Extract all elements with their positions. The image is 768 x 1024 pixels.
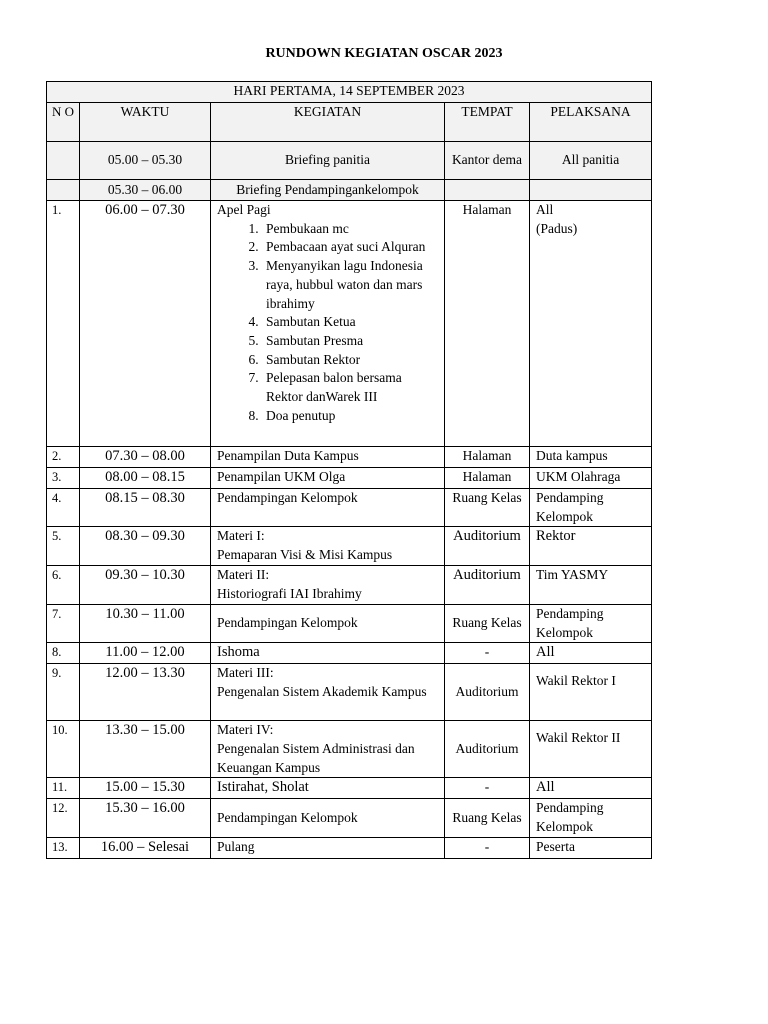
row-pelaksana: Wakil Rektor I (530, 664, 652, 721)
row-no: 11. (47, 778, 80, 799)
row-kegiatan (211, 721, 445, 778)
list-item: 7. Pelepasan balon bersama Rektor danWarek III (262, 369, 438, 406)
row-no: 5. (47, 527, 80, 566)
list-item: 6. Sambutan Rektor (262, 351, 438, 370)
column-header-kegiatan: KEGIATAN (211, 103, 445, 142)
row-pelaksana: UKM Olahraga (530, 468, 652, 489)
list-item: 3. Menyanyikan lagu Indonesia raya, hubbul waton dan mars ibrahimy (262, 257, 438, 313)
row-no: 2. (47, 447, 80, 468)
row-waktu: 07.30 – 08.00 (80, 447, 211, 468)
column-header-waktu: WAKTU (80, 103, 211, 142)
row-no: 3. (47, 468, 80, 489)
row-pelaksana (530, 180, 652, 201)
row-waktu: 11.00 – 12.00 (80, 643, 211, 664)
kegiatan-title: Apel Pagi (217, 202, 271, 217)
list-item: 2. Pembacaan ayat suci Alquran (262, 238, 438, 257)
row-kegiatan: Penampilan UKM Olga (211, 468, 445, 489)
row-tempat: Auditorium (445, 721, 530, 778)
list-item: 5. Sambutan Presma (262, 332, 438, 351)
row-no: 8. (47, 643, 80, 664)
row-kegiatan: Pendampingan Kelompok (211, 799, 445, 837)
table-row (47, 142, 652, 180)
table-row (47, 721, 652, 778)
materi-topic: Historiografi IAI Ibrahimy (217, 586, 362, 602)
row-kegiatan (211, 201, 445, 447)
row-pelaksana: All panitia (530, 142, 652, 180)
materi-label: Materi I: (217, 528, 265, 544)
rundown-table (46, 81, 652, 859)
pelaksana-note: (Padus) (536, 220, 578, 236)
row-kegiatan: Briefing panitia (211, 142, 445, 180)
row-kegiatan (211, 566, 445, 604)
row-waktu: 05.30 – 06.00 (80, 180, 211, 201)
row-waktu: 05.00 – 05.30 (80, 142, 211, 180)
row-tempat: Auditorium (445, 566, 530, 604)
row-pelaksana: Pendamping Kelompok (530, 799, 652, 837)
row-kegiatan: Pulang (211, 837, 445, 858)
row-pelaksana: Pendamping Kelompok (530, 489, 652, 527)
row-waktu: 06.00 – 07.30 (80, 201, 211, 447)
row-pelaksana: All (530, 643, 652, 664)
row-pelaksana: Duta kampus (530, 447, 652, 468)
materi-topic: Pengenalan Sistem Administrasi dan Keuangan Kampus (217, 740, 415, 775)
list-item: 8. Doa penutup (262, 407, 438, 426)
row-waktu: 08.15 – 08.30 (80, 489, 211, 527)
row-tempat: - (445, 643, 530, 664)
row-kegiatan (211, 527, 445, 566)
row-tempat: - (445, 837, 530, 858)
page-title: RUNDOWN KEGIATAN OSCAR 2023 (265, 46, 503, 61)
row-no: 4. (47, 489, 80, 527)
materi-label: Materi II: (217, 567, 270, 583)
row-no: 13. (47, 837, 80, 858)
row-kegiatan: Istirahat, Sholat (211, 778, 445, 799)
materi-topic: Pengenalan Sistem Akademik Kampus (217, 683, 427, 699)
row-pelaksana: Rektor (530, 527, 652, 566)
row-tempat (445, 180, 530, 201)
column-header-tempat: TEMPAT (445, 103, 530, 142)
row-no: 7. (47, 604, 80, 642)
table-row (47, 489, 652, 527)
row-tempat: Auditorium (445, 664, 530, 721)
acara-list (217, 220, 438, 426)
materi-label: Materi III: (217, 665, 274, 681)
row-waktu: 08.00 – 08.15 (80, 468, 211, 489)
row-waktu: 10.30 – 11.00 (80, 604, 211, 642)
row-kegiatan: Pendampingan Kelompok (211, 489, 445, 527)
table-row (47, 527, 652, 566)
row-no (47, 142, 80, 180)
table-row (47, 604, 652, 642)
table-row (47, 799, 652, 837)
row-tempat: - (445, 778, 530, 799)
row-no: 6. (47, 566, 80, 604)
table-row (47, 664, 652, 721)
table-row (47, 447, 652, 468)
row-kegiatan: Pendampingan Kelompok (211, 604, 445, 642)
row-kegiatan (211, 664, 445, 721)
row-tempat: Halaman (445, 201, 530, 447)
row-waktu: 13.30 – 15.00 (80, 721, 211, 778)
table-row (47, 778, 652, 799)
table-row (47, 643, 652, 664)
pelaksana-main: All (536, 202, 554, 217)
row-pelaksana: Tim YASMY (530, 566, 652, 604)
row-pelaksana: Peserta (530, 837, 652, 858)
row-tempat: Ruang Kelas (445, 489, 530, 527)
row-kegiatan: Briefing Pendampingankelompok (211, 180, 445, 201)
row-waktu: 16.00 – Selesai (80, 837, 211, 858)
row-tempat: Ruang Kelas (445, 799, 530, 837)
row-waktu: 08.30 – 09.30 (80, 527, 211, 566)
row-no: 12. (47, 799, 80, 837)
table-row (47, 180, 652, 201)
list-item: 4. Sambutan Ketua (262, 313, 438, 332)
column-header-pelaksana: PELAKSANA (530, 103, 652, 142)
row-pelaksana: Pendamping Kelompok (530, 604, 652, 642)
row-kegiatan: Ishoma (211, 643, 445, 664)
row-no: 9. (47, 664, 80, 721)
row-pelaksana: Wakil Rektor II (530, 721, 652, 778)
materi-topic: Pemaparan Visi & Misi Kampus (217, 547, 393, 563)
day-header: HARI PERTAMA, 14 SEPTEMBER 2023 (47, 82, 652, 103)
materi-label: Materi IV: (217, 722, 274, 738)
row-waktu: 15.30 – 16.00 (80, 799, 211, 837)
row-no: 1. (47, 201, 80, 447)
row-no (47, 180, 80, 201)
table-row (47, 201, 652, 447)
row-tempat: Halaman (445, 447, 530, 468)
table-row (47, 837, 652, 858)
row-waktu: 12.00 – 13.30 (80, 664, 211, 721)
row-waktu: 15.00 – 15.30 (80, 778, 211, 799)
row-tempat: Halaman (445, 468, 530, 489)
list-item: 1. Pembukaan mc (262, 220, 438, 239)
row-tempat: Auditorium (445, 527, 530, 566)
row-tempat: Ruang Kelas (445, 604, 530, 642)
table-row (47, 566, 652, 604)
column-header-no: N O (47, 103, 80, 142)
row-waktu: 09.30 – 10.30 (80, 566, 211, 604)
table-row (47, 468, 652, 489)
row-pelaksana (530, 201, 652, 447)
row-pelaksana: All (530, 778, 652, 799)
row-no: 10. (47, 721, 80, 778)
row-kegiatan: Penampilan Duta Kampus (211, 447, 445, 468)
row-tempat: Kantor dema (445, 142, 530, 180)
